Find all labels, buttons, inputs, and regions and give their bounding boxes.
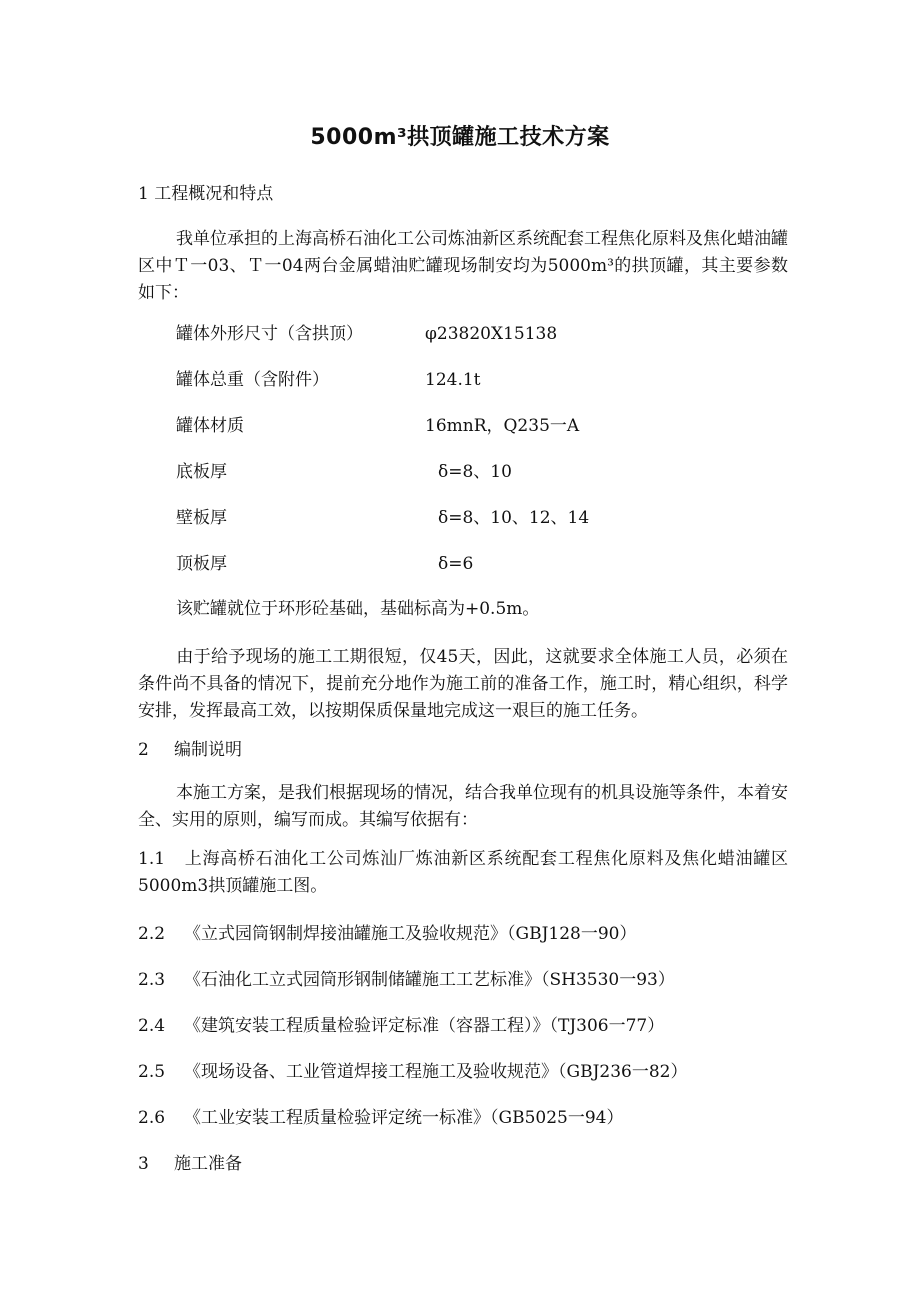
- basis-item: [138, 1106, 623, 1130]
- param-label: 底板厚: [176, 462, 227, 482]
- basis-number: 2.2: [138, 924, 166, 944]
- param-value: 16mnR，Q235一A: [425, 416, 580, 436]
- section2-intro: [138, 780, 788, 834]
- basis-number: 2.5: [138, 1062, 166, 1082]
- param-label: 顶板厚: [176, 554, 227, 574]
- foundation-text: 该贮罐就位于环形砼基础，基础标高为+0.5m。: [176, 599, 540, 619]
- basis-item: [138, 1060, 687, 1084]
- param-label: 罐体总重（含附件）: [176, 370, 329, 390]
- param-value: δ=6: [438, 554, 474, 574]
- section2-title: 编制说明: [174, 740, 242, 760]
- param-label: 罐体材质: [176, 416, 244, 436]
- basis-number: 2.4: [138, 1016, 166, 1036]
- section2-intro-text: 本施工方案，是我们根据现场的情况，结合我单位现有的机具设施等条件，本着安全、实用的原则，编写而成。其编写依据有：: [138, 783, 788, 830]
- param-label: 罐体外形尺寸（含拱顶）: [176, 324, 363, 344]
- section1-intro: [138, 226, 788, 307]
- basis-item: [138, 968, 675, 992]
- basis-text: 《工业安装工程质量检验评定统一标准》（GB5025一94）: [184, 1108, 624, 1128]
- section3-heading: [138, 1152, 242, 1176]
- param-value: φ23820X15138: [425, 324, 558, 344]
- section3-title: 施工准备: [174, 1154, 242, 1174]
- document-title: 5000m³拱顶罐施工技术方案: [310, 125, 610, 150]
- section3-number: 3: [138, 1154, 149, 1174]
- section2-number: 2: [138, 740, 149, 760]
- param-label: 壁板厚: [176, 508, 227, 528]
- schedule-text: 由于给予现场的施工工期很短，仅45天，因此，这就要求全体施工人员，必须在条件尚不具备的情况下，提前充分地作为施工前的准备工作，施工时，精心组织，科学安排，发挥最高工效，以按期保质保量地完成这一艰巨的施工任务。: [138, 647, 788, 721]
- section1-intro-text: 我单位承担的上海高桥石油化工公司炼油新区系统配套工程焦化原料及焦化蜡油罐区中Ｔ一03、Ｔ一04两台金属蜡油贮罐现场制安均为5000m³的拱顶罐，其主要参数如下：: [138, 229, 788, 303]
- basis-item: [138, 1014, 664, 1038]
- basis-item: [138, 922, 636, 946]
- basis-number: 1.1: [138, 849, 166, 869]
- basis-number: 2.3: [138, 970, 166, 990]
- basis-text: 《现场设备、工业管道焊接工程施工及验收规范》（GBJ236一82）: [184, 1062, 688, 1082]
- basis-text: 《立式园筒钢制焊接油罐施工及验收规范》（GBJ128一90）: [184, 924, 637, 944]
- basis-text: 《建筑安装工程质量检验评定标准（容器工程）》（TJ306一77）: [184, 1016, 665, 1036]
- basis-number: 2.6: [138, 1108, 166, 1128]
- param-value: δ=8、10: [438, 462, 512, 482]
- param-value: δ=8、10、12、14: [438, 508, 590, 528]
- basis-item: [138, 846, 788, 900]
- section2-heading: [138, 738, 242, 762]
- schedule-paragraph: [138, 644, 788, 725]
- section1-heading: 1 工程概况和特点: [138, 184, 274, 204]
- param-value: 124.1t: [425, 370, 481, 390]
- basis-text: 《石油化工立式园筒形钢制储罐施工工艺标准》（SH3530一93）: [184, 970, 675, 990]
- basis-text: 上海高桥石油化工公司炼汕厂炼油新区系统配套工程焦化原料及焦化蜡油罐区5000m3拱顶罐施工图。: [138, 849, 788, 896]
